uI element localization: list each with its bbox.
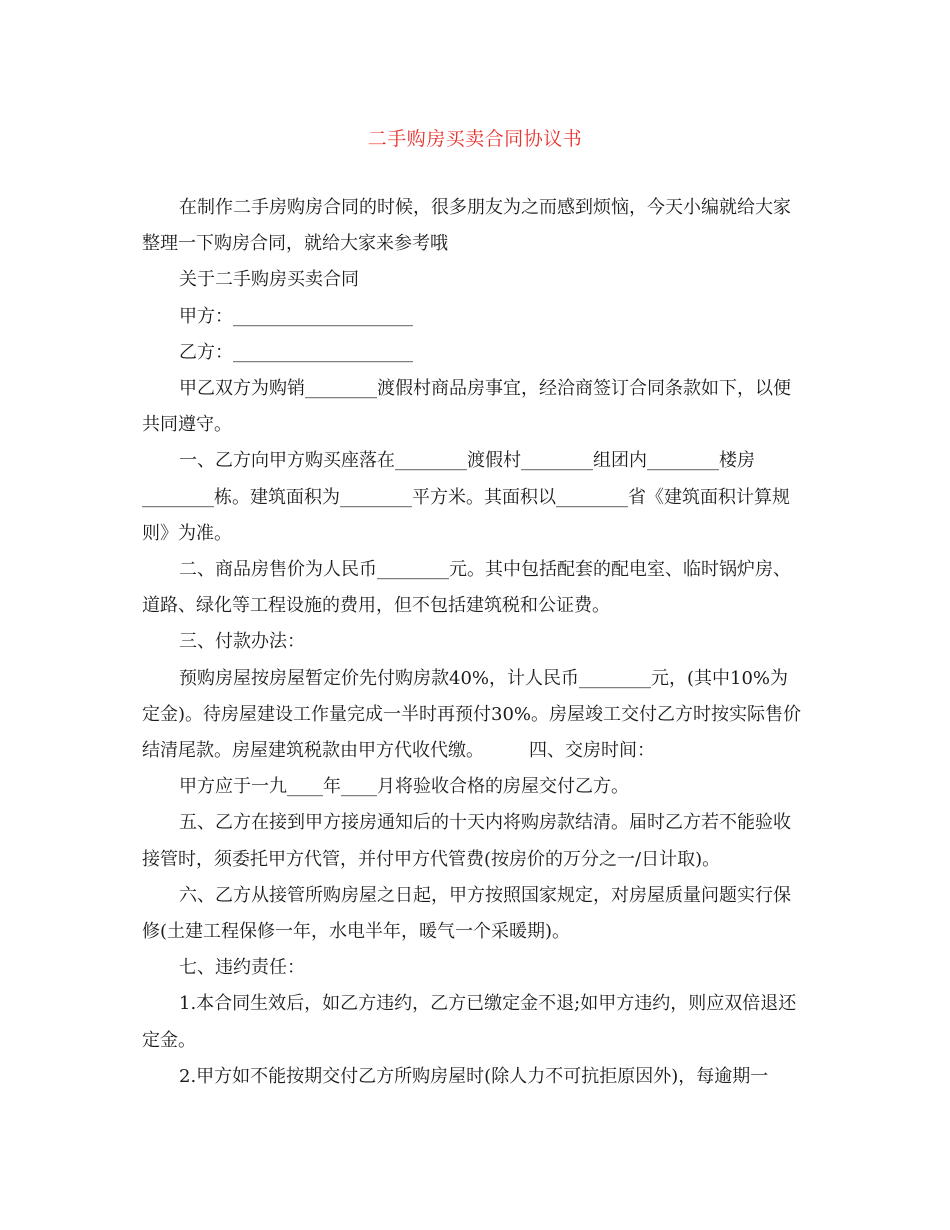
- clause-7-item-2: 2.甲方如不能按期交付乙方所购房屋时(除人力不可抗拒原因外)，每逾期一: [179, 1065, 769, 1087]
- clause-5: 五、乙方在接到甲方接房通知后的十天内将购房款结清。届时乙方若不能验收接管时，须委托甲方代管，并付甲方代管费(按房价的万分之一/日计取)。: [142, 812, 791, 870]
- clause-3-body: 预购房屋按房屋暂定价先付购房款40%，计人民币________元，(其中10%为定金)。待房屋建设工作量完成一半时再预付30%。房屋竣工交付乙方时按实际售价结清尾款。房屋建筑税款由甲方代收代缴。 四、交房时间：: [142, 667, 802, 762]
- preamble-paragraph: 甲乙双方为购销________渡假村商品房事宜，经洽商签订合同条款如下，以便共同遵守。: [142, 378, 791, 436]
- clause-6: 六、乙方从接管所购房屋之日起，甲方按照国家规定，对房屋质量问题实行保修(土建工程保修一年，水电半年，暖气一个采暖期)。: [142, 884, 791, 943]
- clause-2: 二、商品房售价为人民币________元。其中包括配套的配电室、临时锅炉房、道路、绿化等工程设施的费用，但不包括建筑税和公证费。: [142, 559, 791, 617]
- document-title: 二手购房买卖合同协议书: [367, 128, 583, 150]
- clause-7-heading: 七、违约责任：: [179, 957, 305, 979]
- clause-1: 一、乙方向甲方购买座落在________渡假村________组团内________楼房________栋。建筑面积为________平方米。其面积以________省《建筑面积计算规则》为准。: [142, 450, 790, 544]
- intro-paragraph: 在制作二手房购房合同的时候，很多朋友为之而感到烦恼，今天小编就给大家整理一下购房合同，就给大家来参考哦: [142, 197, 791, 255]
- section-heading: 关于二手购房买卖合同: [179, 269, 359, 291]
- document-body: [142, 190, 806, 1095]
- party-b-line: 乙方：____________________: [179, 341, 413, 363]
- clause-3-heading: 三、付款办法：: [179, 631, 305, 653]
- clause-4-body: 甲方应于一九____年____月将验收合格的房屋交付乙方。: [179, 776, 629, 798]
- party-a-line: 甲方：____________________: [179, 305, 413, 327]
- clause-7-item-1: 1.本合同生效后，如乙方违约，乙方已缴定金不退;如甲方违约，则应双倍退还定金。: [142, 993, 797, 1051]
